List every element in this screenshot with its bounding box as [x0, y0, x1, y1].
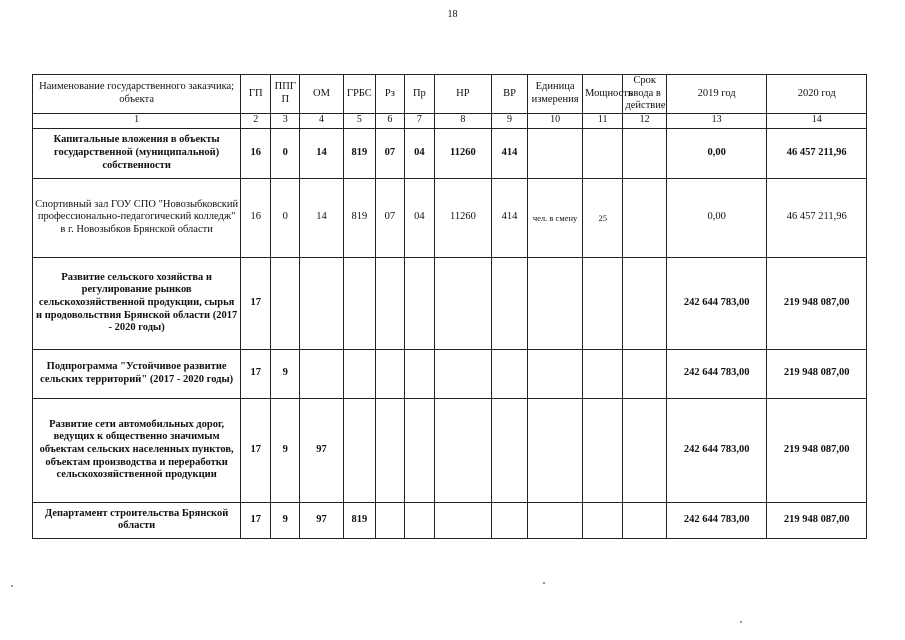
cell-np	[434, 502, 491, 538]
cell-rz	[375, 349, 404, 398]
header-gp: ГП	[241, 75, 271, 114]
cell-ppgp: 9	[271, 398, 300, 502]
scan-speck	[11, 585, 13, 587]
table-header-row	[33, 75, 867, 114]
cell-gp: 16	[241, 178, 271, 257]
column-number: 12	[623, 113, 667, 128]
cell-vr	[491, 349, 527, 398]
table-row	[33, 128, 867, 178]
cell-om: 97	[300, 398, 344, 502]
cell-om	[300, 349, 344, 398]
column-number: 11	[583, 113, 623, 128]
cell-deadline	[623, 257, 667, 349]
column-number-row	[33, 113, 867, 128]
column-number: 3	[271, 113, 300, 128]
cell-np	[434, 257, 491, 349]
header-np: НР	[434, 75, 491, 114]
cell-grbs	[343, 398, 375, 502]
cell-2019: 242 644 783,00	[666, 257, 766, 349]
cell-2019: 0,00	[666, 128, 766, 178]
column-number: 1	[33, 113, 241, 128]
cell-capacity	[583, 502, 623, 538]
column-number: 5	[343, 113, 375, 128]
cell-rz	[375, 502, 404, 538]
cell-np	[434, 349, 491, 398]
cell-om	[300, 257, 344, 349]
cell-vr: 414	[491, 178, 527, 257]
cell-unit	[528, 502, 583, 538]
header-pr: Пр	[404, 75, 434, 114]
cell-rz: 07	[375, 128, 404, 178]
header-unit: Единица измерения	[528, 75, 583, 114]
header-deadline: Срок ввода в действие	[623, 75, 667, 114]
cell-unit: чел. в смену	[528, 178, 583, 257]
header-om: ОМ	[300, 75, 344, 114]
cell-np	[434, 398, 491, 502]
table-row	[33, 502, 867, 538]
header-2020: 2020 год	[767, 75, 867, 114]
page-number: 18	[447, 9, 458, 20]
cell-2019: 242 644 783,00	[666, 502, 766, 538]
column-number: 6	[375, 113, 404, 128]
cell-2019: 0,00	[666, 178, 766, 257]
cell-om: 97	[300, 502, 344, 538]
cell-np: 11260	[434, 178, 491, 257]
cell-unit	[528, 128, 583, 178]
cell-pr	[404, 349, 434, 398]
cell-om: 14	[300, 128, 344, 178]
cell-2020: 46 457 211,96	[767, 178, 867, 257]
cell-grbs: 819	[343, 128, 375, 178]
cell-vr	[491, 502, 527, 538]
cell-grbs	[343, 257, 375, 349]
cell-ppgp: 9	[271, 349, 300, 398]
cell-deadline	[623, 178, 667, 257]
table-row	[33, 349, 867, 398]
cell-2019: 242 644 783,00	[666, 398, 766, 502]
cell-rz: 07	[375, 178, 404, 257]
cell-vr: 414	[491, 128, 527, 178]
cell-gp: 17	[241, 398, 271, 502]
cell-grbs: 819	[343, 178, 375, 257]
cell-ppgp: 0	[271, 178, 300, 257]
column-number: 7	[404, 113, 434, 128]
cell-2020: 219 948 087,00	[767, 257, 867, 349]
cell-rz	[375, 398, 404, 502]
cell-2019: 242 644 783,00	[666, 349, 766, 398]
row-name: Спортивный зал ГОУ СПО "Новозыбковский профессионально-педагогический колледж" в г. Новозыбков Брянской области	[33, 178, 241, 257]
cell-ppgp	[271, 257, 300, 349]
budget-table	[32, 74, 867, 539]
cell-2020: 46 457 211,96	[767, 128, 867, 178]
cell-gp: 17	[241, 349, 271, 398]
cell-np: 11260	[434, 128, 491, 178]
header-vr: ВР	[491, 75, 527, 114]
cell-pr	[404, 502, 434, 538]
cell-grbs	[343, 349, 375, 398]
cell-rz	[375, 257, 404, 349]
cell-deadline	[623, 502, 667, 538]
cell-gp: 17	[241, 257, 271, 349]
column-number: 4	[300, 113, 344, 128]
table-row	[33, 178, 867, 257]
column-number: 13	[666, 113, 766, 128]
cell-pr	[404, 257, 434, 349]
cell-gp: 16	[241, 128, 271, 178]
cell-deadline	[623, 128, 667, 178]
cell-2020: 219 948 087,00	[767, 502, 867, 538]
cell-capacity	[583, 257, 623, 349]
scan-speck	[740, 621, 742, 623]
column-number: 2	[241, 113, 271, 128]
cell-pr: 04	[404, 128, 434, 178]
cell-pr	[404, 398, 434, 502]
cell-capacity: 25	[583, 178, 623, 257]
header-capacity: Мощность	[583, 75, 623, 114]
cell-2020: 219 948 087,00	[767, 398, 867, 502]
scan-speck	[543, 582, 545, 584]
row-name: Департамент строительства Брянской области	[33, 502, 241, 538]
table-row	[33, 257, 867, 349]
column-number: 10	[528, 113, 583, 128]
cell-vr	[491, 398, 527, 502]
cell-om: 14	[300, 178, 344, 257]
cell-unit	[528, 257, 583, 349]
column-number: 14	[767, 113, 867, 128]
header-2019: 2019 год	[666, 75, 766, 114]
column-number: 8	[434, 113, 491, 128]
cell-capacity	[583, 398, 623, 502]
cell-deadline	[623, 398, 667, 502]
cell-deadline	[623, 349, 667, 398]
row-name: Подпрограмма "Устойчивое развитие сельских территорий" (2017 - 2020 годы)	[33, 349, 241, 398]
row-name: Капитальные вложения в объекты государственной (муниципальной) собственности	[33, 128, 241, 178]
cell-gp: 17	[241, 502, 271, 538]
cell-unit	[528, 398, 583, 502]
column-number: 9	[491, 113, 527, 128]
cell-grbs: 819	[343, 502, 375, 538]
row-name: Развитие сельского хозяйства и регулирование рынков сельскохозяйственной продукции, сырья и продовольствия Брянской области (2017 - 2020 годы)	[33, 257, 241, 349]
header-ppgp: ППГ П	[271, 75, 300, 114]
cell-2020: 219 948 087,00	[767, 349, 867, 398]
header-rz: Рз	[375, 75, 404, 114]
cell-unit	[528, 349, 583, 398]
cell-capacity	[583, 128, 623, 178]
cell-pr: 04	[404, 178, 434, 257]
cell-vr	[491, 257, 527, 349]
cell-ppgp: 0	[271, 128, 300, 178]
header-grbs: ГРБС	[343, 75, 375, 114]
table-row	[33, 398, 867, 502]
row-name: Развитие сети автомобильных дорог, ведущих к общественно значимым объектам сельских населенных пунктов, объектам производства и переработки сельскохозяйственной продукции	[33, 398, 241, 502]
header-name: Наименование государственного заказчика; объекта	[33, 75, 241, 114]
cell-capacity	[583, 349, 623, 398]
cell-ppgp: 9	[271, 502, 300, 538]
